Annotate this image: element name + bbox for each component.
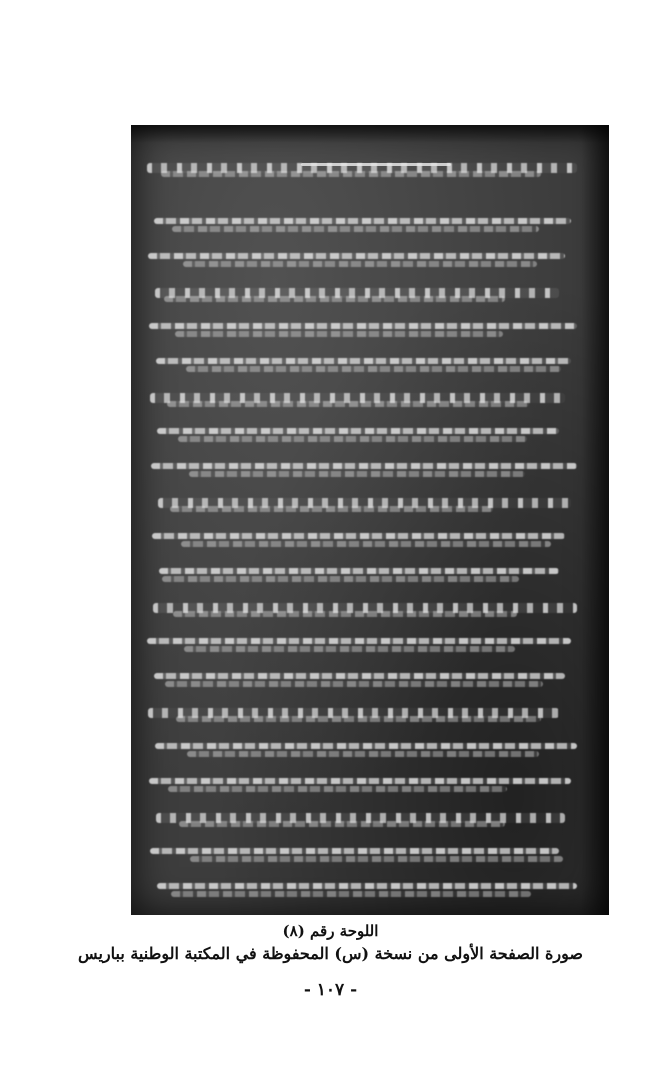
manuscript-line [154, 673, 565, 679]
manuscript-line-stroke [187, 751, 539, 757]
manuscript-line-stroke [164, 296, 505, 302]
manuscript-line-stroke [186, 366, 561, 372]
manuscript-line [156, 358, 571, 364]
manuscript-plate-image [131, 125, 609, 915]
page-number: - ١٠٧ - [303, 980, 358, 1000]
manuscript-line [157, 883, 577, 889]
manuscript-line [149, 323, 577, 329]
manuscript-line-stroke [178, 436, 527, 442]
manuscript-line-stroke [168, 786, 507, 792]
manuscript-line-stroke [172, 226, 539, 232]
manuscript-line-stroke [171, 891, 531, 897]
manuscript-line [159, 568, 559, 574]
manuscript-line-stroke [181, 541, 551, 547]
manuscript-line-stroke [175, 331, 503, 337]
manuscript-line-stroke [179, 821, 505, 827]
manuscript-line-stroke [190, 856, 563, 862]
manuscript-line-stroke [184, 646, 515, 652]
manuscript-line-stroke [161, 171, 541, 177]
manuscript-line [149, 778, 571, 784]
manuscript-line-stroke [165, 681, 543, 687]
manuscript-text-lines [141, 147, 599, 907]
manuscript-line [147, 638, 571, 644]
manuscript-line-stroke [176, 716, 541, 722]
manuscript-line [148, 253, 565, 259]
plate-shadow-top [131, 125, 609, 143]
plate-title: اللوحة رقم (٨) [282, 922, 379, 940]
manuscript-line-stroke [167, 401, 529, 407]
manuscript-line-stroke [170, 506, 493, 512]
manuscript-line [151, 463, 577, 469]
manuscript-line [154, 218, 571, 224]
manuscript-line-stroke [183, 261, 537, 267]
manuscript-line [152, 533, 565, 539]
manuscript-line [157, 428, 559, 434]
manuscript-line [155, 743, 577, 749]
manuscript-line-stroke [162, 576, 519, 582]
manuscript-line-stroke [173, 611, 517, 617]
manuscript-line-stroke [189, 471, 525, 477]
manuscript-line [150, 848, 559, 854]
plate-description: صورة الصفحة الأولى من نسخة (س) المحفوظة في المكتبة الوطنية بباريس [78, 944, 583, 963]
